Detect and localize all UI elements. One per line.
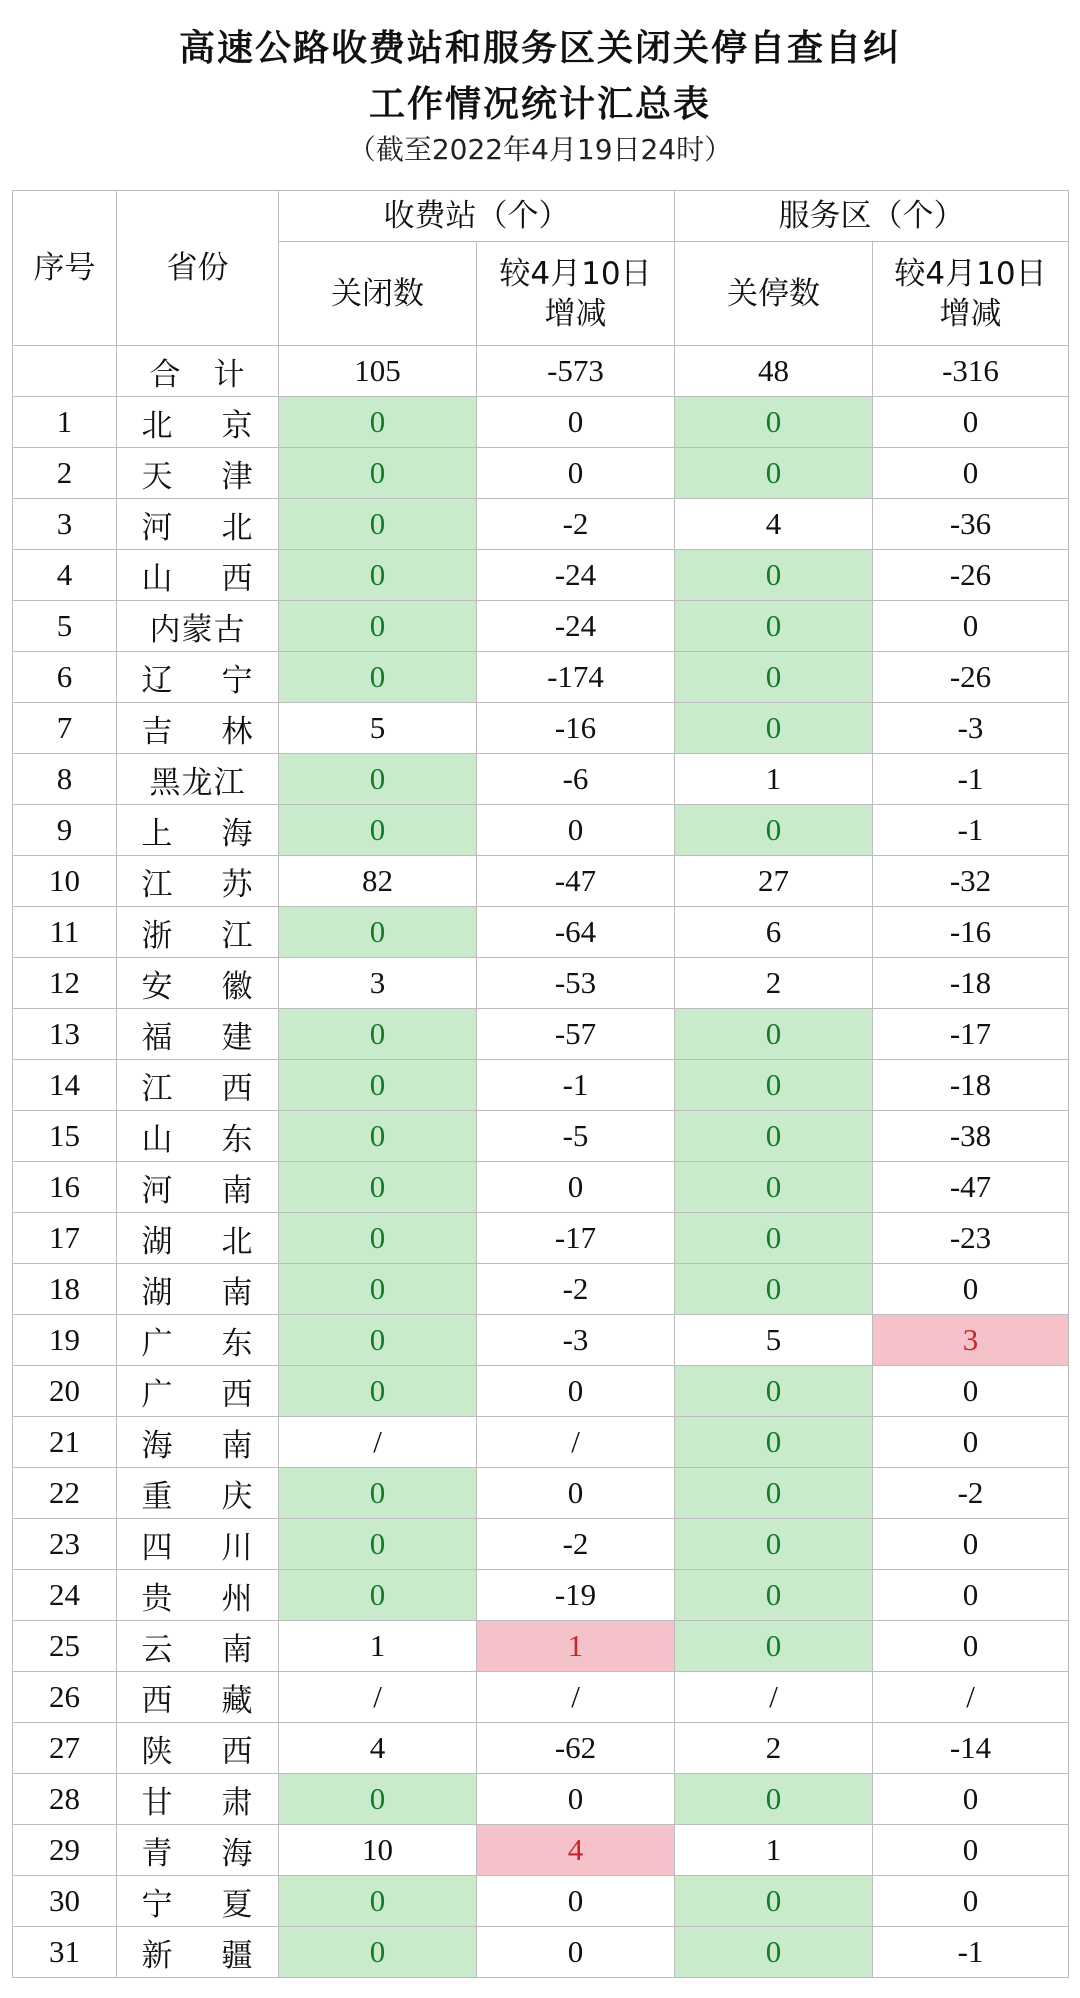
- cell-toll-closed: 0: [279, 1519, 477, 1570]
- cell-toll-change: 0: [477, 397, 675, 448]
- cell-service-closed: /: [675, 1672, 873, 1723]
- province-name: 青海: [141, 1835, 254, 1872]
- cell-service-closed: 0: [675, 1570, 873, 1621]
- row-province: [117, 1723, 279, 1774]
- cell-service-closed: 0: [675, 1519, 873, 1570]
- cell-toll-change: 0: [477, 448, 675, 499]
- cell-toll-closed: 0: [279, 499, 477, 550]
- province-name: 新疆: [141, 1937, 254, 1974]
- cell-service-closed: 0: [675, 1366, 873, 1417]
- cell-service-change: 0: [873, 1621, 1069, 1672]
- cell-service-change: -47: [873, 1162, 1069, 1213]
- row-seq: 28: [13, 1774, 117, 1825]
- cell-toll-change: 0: [477, 1366, 675, 1417]
- cell-service-closed: 0: [675, 1162, 873, 1213]
- row-seq: 8: [13, 754, 117, 805]
- table-row: [13, 1621, 1069, 1672]
- cell-service-closed: 1: [675, 1825, 873, 1876]
- cell-toll-closed: 0: [279, 550, 477, 601]
- title-line-2: 工作情况统计汇总表: [368, 84, 711, 125]
- cell-service-change: -1: [873, 754, 1069, 805]
- cell-service-change: 0: [873, 1519, 1069, 1570]
- table-row: [13, 856, 1069, 907]
- cell-toll-closed: 0: [279, 652, 477, 703]
- cell-service-closed: 0: [675, 550, 873, 601]
- cell-toll-closed: 0: [279, 1264, 477, 1315]
- row-seq: 4: [13, 550, 117, 601]
- cell-service-change: -2: [873, 1468, 1069, 1519]
- cell-service-closed: 0: [675, 805, 873, 856]
- cell-service-closed: 0: [675, 1111, 873, 1162]
- table-row: [13, 1825, 1069, 1876]
- province-name: 内蒙古: [149, 611, 246, 648]
- cell-toll-closed: 0: [279, 397, 477, 448]
- row-seq: 15: [13, 1111, 117, 1162]
- cell-service-change: -32: [873, 856, 1069, 907]
- row-province: [117, 703, 279, 754]
- province-name: 广西: [141, 1376, 254, 1413]
- province-name: 吉林: [141, 713, 254, 750]
- cell-service-change: -17: [873, 1009, 1069, 1060]
- cell-toll-change: 0: [477, 1162, 675, 1213]
- total-service-change: -316: [873, 346, 1069, 397]
- cell-toll-change: -24: [477, 601, 675, 652]
- row-seq: 5: [13, 601, 117, 652]
- cell-toll-change: 0: [477, 1774, 675, 1825]
- table-row: [13, 448, 1069, 499]
- province-name: 江西: [141, 1070, 254, 1107]
- row-seq: 2: [13, 448, 117, 499]
- cell-toll-change: -2: [477, 499, 675, 550]
- cell-toll-closed: 0: [279, 1060, 477, 1111]
- cell-service-change: -23: [873, 1213, 1069, 1264]
- cell-service-closed: 0: [675, 1621, 873, 1672]
- cell-toll-change: -174: [477, 652, 675, 703]
- header-service-change: [873, 242, 1069, 346]
- cell-toll-closed: /: [279, 1417, 477, 1468]
- cell-toll-closed: 0: [279, 805, 477, 856]
- cell-service-closed: 0: [675, 1417, 873, 1468]
- row-seq: 14: [13, 1060, 117, 1111]
- province-name: 贵州: [141, 1580, 254, 1617]
- cell-toll-change: -17: [477, 1213, 675, 1264]
- province-name: 天津: [141, 458, 254, 495]
- cell-toll-change: -3: [477, 1315, 675, 1366]
- row-seq: 17: [13, 1213, 117, 1264]
- cell-service-closed: 0: [675, 1927, 873, 1978]
- row-province: [117, 1111, 279, 1162]
- row-seq: 10: [13, 856, 117, 907]
- table-row: [13, 703, 1069, 754]
- cell-toll-closed: 0: [279, 1876, 477, 1927]
- cell-service-change: 0: [873, 397, 1069, 448]
- cell-toll-closed: 0: [279, 1366, 477, 1417]
- cell-toll-change: -6: [477, 754, 675, 805]
- row-province: [117, 1774, 279, 1825]
- header-row-1: [13, 191, 1069, 242]
- row-province: [117, 1162, 279, 1213]
- row-seq: 29: [13, 1825, 117, 1876]
- cell-toll-closed: 0: [279, 1213, 477, 1264]
- cell-toll-closed: 0: [279, 1570, 477, 1621]
- table-row: [13, 1876, 1069, 1927]
- table-row: [13, 550, 1069, 601]
- cell-toll-change: -5: [477, 1111, 675, 1162]
- total-service-closed: 48: [675, 346, 873, 397]
- table-row: [13, 1213, 1069, 1264]
- cell-service-change: 3: [873, 1315, 1069, 1366]
- table-row: [13, 958, 1069, 1009]
- cell-service-change: -18: [873, 1060, 1069, 1111]
- cell-service-change: 0: [873, 1774, 1069, 1825]
- header-service-change-line2: 增减: [939, 295, 1002, 332]
- table-row: [13, 1060, 1069, 1111]
- row-province: [117, 805, 279, 856]
- province-name: 西藏: [141, 1682, 254, 1719]
- cell-toll-change: 0: [477, 1876, 675, 1927]
- row-province: [117, 754, 279, 805]
- province-name: 辽宁: [141, 662, 254, 699]
- table-row: [13, 805, 1069, 856]
- cell-service-change: -26: [873, 550, 1069, 601]
- cell-toll-change: -16: [477, 703, 675, 754]
- row-seq: 30: [13, 1876, 117, 1927]
- row-province: [117, 1825, 279, 1876]
- cell-service-closed: 1: [675, 754, 873, 805]
- header-toll-change-line2: 增减: [544, 295, 607, 332]
- cell-service-closed: 0: [675, 1060, 873, 1111]
- table-row: [13, 1366, 1069, 1417]
- table-row: [13, 1723, 1069, 1774]
- cell-service-closed: 0: [675, 448, 873, 499]
- row-province: [117, 1621, 279, 1672]
- cell-toll-closed: 82: [279, 856, 477, 907]
- cell-toll-closed: 3: [279, 958, 477, 1009]
- cell-service-change: -16: [873, 907, 1069, 958]
- cell-toll-change: -1: [477, 1060, 675, 1111]
- row-seq: 31: [13, 1927, 117, 1978]
- row-seq: 3: [13, 499, 117, 550]
- header-province: 省份: [117, 191, 279, 346]
- cell-service-closed: 0: [675, 601, 873, 652]
- table-row: [13, 1774, 1069, 1825]
- cell-service-change: -1: [873, 1927, 1069, 1978]
- province-name: 上海: [141, 815, 254, 852]
- province-name: 甘肃: [141, 1784, 254, 1821]
- table-row: [13, 1315, 1069, 1366]
- province-name: 山西: [141, 560, 254, 597]
- row-seq: 21: [13, 1417, 117, 1468]
- table-row: [13, 1009, 1069, 1060]
- cell-toll-change: -62: [477, 1723, 675, 1774]
- cell-service-closed: 0: [675, 1264, 873, 1315]
- cell-toll-change: -19: [477, 1570, 675, 1621]
- cell-service-change: 0: [873, 1366, 1069, 1417]
- row-seq: 24: [13, 1570, 117, 1621]
- cell-service-change: -36: [873, 499, 1069, 550]
- header-service-group: 服务区（个）: [675, 191, 1069, 242]
- cell-service-closed: 0: [675, 1213, 873, 1264]
- row-province: [117, 1366, 279, 1417]
- row-seq: 11: [13, 907, 117, 958]
- cell-service-change: 0: [873, 1417, 1069, 1468]
- province-name: 重庆: [141, 1478, 254, 1515]
- province-name: 山东: [141, 1121, 254, 1158]
- cell-toll-change: -2: [477, 1519, 675, 1570]
- total-seq-cell: [13, 346, 117, 397]
- cell-service-change: 0: [873, 601, 1069, 652]
- cell-toll-closed: 0: [279, 1468, 477, 1519]
- subtitle-date: （截至2022年4月19日24时）: [347, 133, 733, 166]
- province-name: 陕西: [141, 1733, 254, 1770]
- row-seq: 12: [13, 958, 117, 1009]
- cell-toll-closed: /: [279, 1672, 477, 1723]
- cell-toll-change: 1: [477, 1621, 675, 1672]
- province-name: 四川: [141, 1529, 254, 1566]
- row-province: [117, 1672, 279, 1723]
- cell-service-change: /: [873, 1672, 1069, 1723]
- table-row: [13, 754, 1069, 805]
- table-row: [13, 1162, 1069, 1213]
- province-name: 海南: [141, 1427, 254, 1464]
- row-province: [117, 652, 279, 703]
- row-seq: 6: [13, 652, 117, 703]
- cell-toll-closed: 4: [279, 1723, 477, 1774]
- province-name: 江苏: [141, 866, 254, 903]
- cell-service-change: -18: [873, 958, 1069, 1009]
- cell-toll-closed: 0: [279, 1162, 477, 1213]
- cell-toll-change: /: [477, 1672, 675, 1723]
- cell-service-change: 0: [873, 1264, 1069, 1315]
- cell-toll-closed: 0: [279, 1111, 477, 1162]
- document-header: [0, 0, 1080, 186]
- cell-service-closed: 0: [675, 1774, 873, 1825]
- total-row: [13, 346, 1069, 397]
- table-row: [13, 1264, 1069, 1315]
- cell-service-change: 0: [873, 1825, 1069, 1876]
- row-province: [117, 499, 279, 550]
- province-name: 云南: [141, 1631, 254, 1668]
- cell-toll-closed: 1: [279, 1621, 477, 1672]
- row-seq: 27: [13, 1723, 117, 1774]
- cell-service-change: -14: [873, 1723, 1069, 1774]
- row-province: [117, 448, 279, 499]
- cell-service-closed: 0: [675, 652, 873, 703]
- cell-toll-change: 0: [477, 805, 675, 856]
- cell-service-change: 0: [873, 1570, 1069, 1621]
- row-province: [117, 601, 279, 652]
- row-seq: 20: [13, 1366, 117, 1417]
- province-name: 福建: [141, 1019, 254, 1056]
- header-service-closed: 关停数: [675, 242, 873, 346]
- row-province: [117, 1315, 279, 1366]
- cell-service-closed: 2: [675, 958, 873, 1009]
- cell-toll-change: -57: [477, 1009, 675, 1060]
- cell-service-closed: 0: [675, 703, 873, 754]
- row-province: [117, 1927, 279, 1978]
- row-seq: 25: [13, 1621, 117, 1672]
- header-service-change-line1: 较4月10日: [894, 255, 1047, 292]
- row-province: [117, 958, 279, 1009]
- province-name: 河南: [141, 1172, 254, 1209]
- cell-toll-closed: 5: [279, 703, 477, 754]
- cell-service-closed: 0: [675, 1009, 873, 1060]
- table-row: [13, 397, 1069, 448]
- table-row: [13, 907, 1069, 958]
- cell-service-closed: 5: [675, 1315, 873, 1366]
- table-row: [13, 601, 1069, 652]
- row-seq: 26: [13, 1672, 117, 1723]
- cell-service-closed: 2: [675, 1723, 873, 1774]
- cell-service-change: 0: [873, 448, 1069, 499]
- row-province: [117, 550, 279, 601]
- header-toll-closed: 关闭数: [279, 242, 477, 346]
- row-seq: 7: [13, 703, 117, 754]
- table-row: [13, 1519, 1069, 1570]
- cell-toll-change: -47: [477, 856, 675, 907]
- province-name: 广东: [141, 1325, 254, 1362]
- province-name: 黑龙江: [149, 764, 246, 801]
- row-province: [117, 1519, 279, 1570]
- cell-service-closed: 0: [675, 1876, 873, 1927]
- cell-service-change: -3: [873, 703, 1069, 754]
- row-province: [117, 1417, 279, 1468]
- cell-service-closed: 6: [675, 907, 873, 958]
- row-province: [117, 1264, 279, 1315]
- header-toll-group: 收费站（个）: [279, 191, 675, 242]
- row-seq: 18: [13, 1264, 117, 1315]
- total-toll-closed: 105: [279, 346, 477, 397]
- row-province: [117, 1060, 279, 1111]
- row-seq: 13: [13, 1009, 117, 1060]
- cell-service-change: -1: [873, 805, 1069, 856]
- cell-toll-closed: 0: [279, 1774, 477, 1825]
- province-name: 湖北: [141, 1223, 254, 1260]
- cell-toll-closed: 0: [279, 907, 477, 958]
- statistics-table: [12, 190, 1069, 1978]
- cell-toll-closed: 0: [279, 754, 477, 805]
- cell-toll-change: 0: [477, 1468, 675, 1519]
- province-name: 宁夏: [141, 1886, 254, 1923]
- cell-service-change: -26: [873, 652, 1069, 703]
- cell-toll-change: -64: [477, 907, 675, 958]
- cell-toll-change: -2: [477, 1264, 675, 1315]
- title-line-1: 高速公路收费站和服务区关闭关停自查自纠: [178, 28, 901, 69]
- row-province: [117, 907, 279, 958]
- row-seq: 9: [13, 805, 117, 856]
- cell-toll-change: -53: [477, 958, 675, 1009]
- cell-service-change: 0: [873, 1876, 1069, 1927]
- header-toll-change: [477, 242, 675, 346]
- table-row: [13, 652, 1069, 703]
- row-province: [117, 1570, 279, 1621]
- cell-toll-closed: 0: [279, 1009, 477, 1060]
- table-row: [13, 1468, 1069, 1519]
- cell-toll-change: 4: [477, 1825, 675, 1876]
- cell-toll-closed: 0: [279, 601, 477, 652]
- cell-service-closed: 4: [675, 499, 873, 550]
- table-row: [13, 1111, 1069, 1162]
- total-toll-change: -573: [477, 346, 675, 397]
- province-name: 浙江: [141, 917, 254, 954]
- province-name: 北京: [141, 407, 254, 444]
- cell-toll-change: -24: [477, 550, 675, 601]
- row-seq: 23: [13, 1519, 117, 1570]
- table-row: [13, 1570, 1069, 1621]
- cell-service-closed: 27: [675, 856, 873, 907]
- row-seq: 19: [13, 1315, 117, 1366]
- cell-toll-change: /: [477, 1417, 675, 1468]
- total-label: 合 计: [117, 346, 279, 397]
- row-seq: 16: [13, 1162, 117, 1213]
- table-row: [13, 1927, 1069, 1978]
- row-province: [117, 1876, 279, 1927]
- cell-service-change: -38: [873, 1111, 1069, 1162]
- cell-toll-closed: 0: [279, 448, 477, 499]
- table-row: [13, 1672, 1069, 1723]
- cell-toll-closed: 10: [279, 1825, 477, 1876]
- row-seq: 1: [13, 397, 117, 448]
- province-name: 河北: [141, 509, 254, 546]
- cell-service-closed: 0: [675, 1468, 873, 1519]
- cell-toll-closed: 0: [279, 1927, 477, 1978]
- table-row: [13, 499, 1069, 550]
- row-province: [117, 1213, 279, 1264]
- cell-toll-change: 0: [477, 1927, 675, 1978]
- cell-service-closed: 0: [675, 397, 873, 448]
- province-name: 安徽: [141, 968, 254, 1005]
- row-province: [117, 397, 279, 448]
- table-row: [13, 1417, 1069, 1468]
- row-province: [117, 1009, 279, 1060]
- header-seq: 序号: [13, 191, 117, 346]
- row-province: [117, 856, 279, 907]
- row-seq: 22: [13, 1468, 117, 1519]
- province-name: 湖南: [141, 1274, 254, 1311]
- header-toll-change-line1: 较4月10日: [499, 255, 652, 292]
- row-province: [117, 1468, 279, 1519]
- cell-toll-closed: 0: [279, 1315, 477, 1366]
